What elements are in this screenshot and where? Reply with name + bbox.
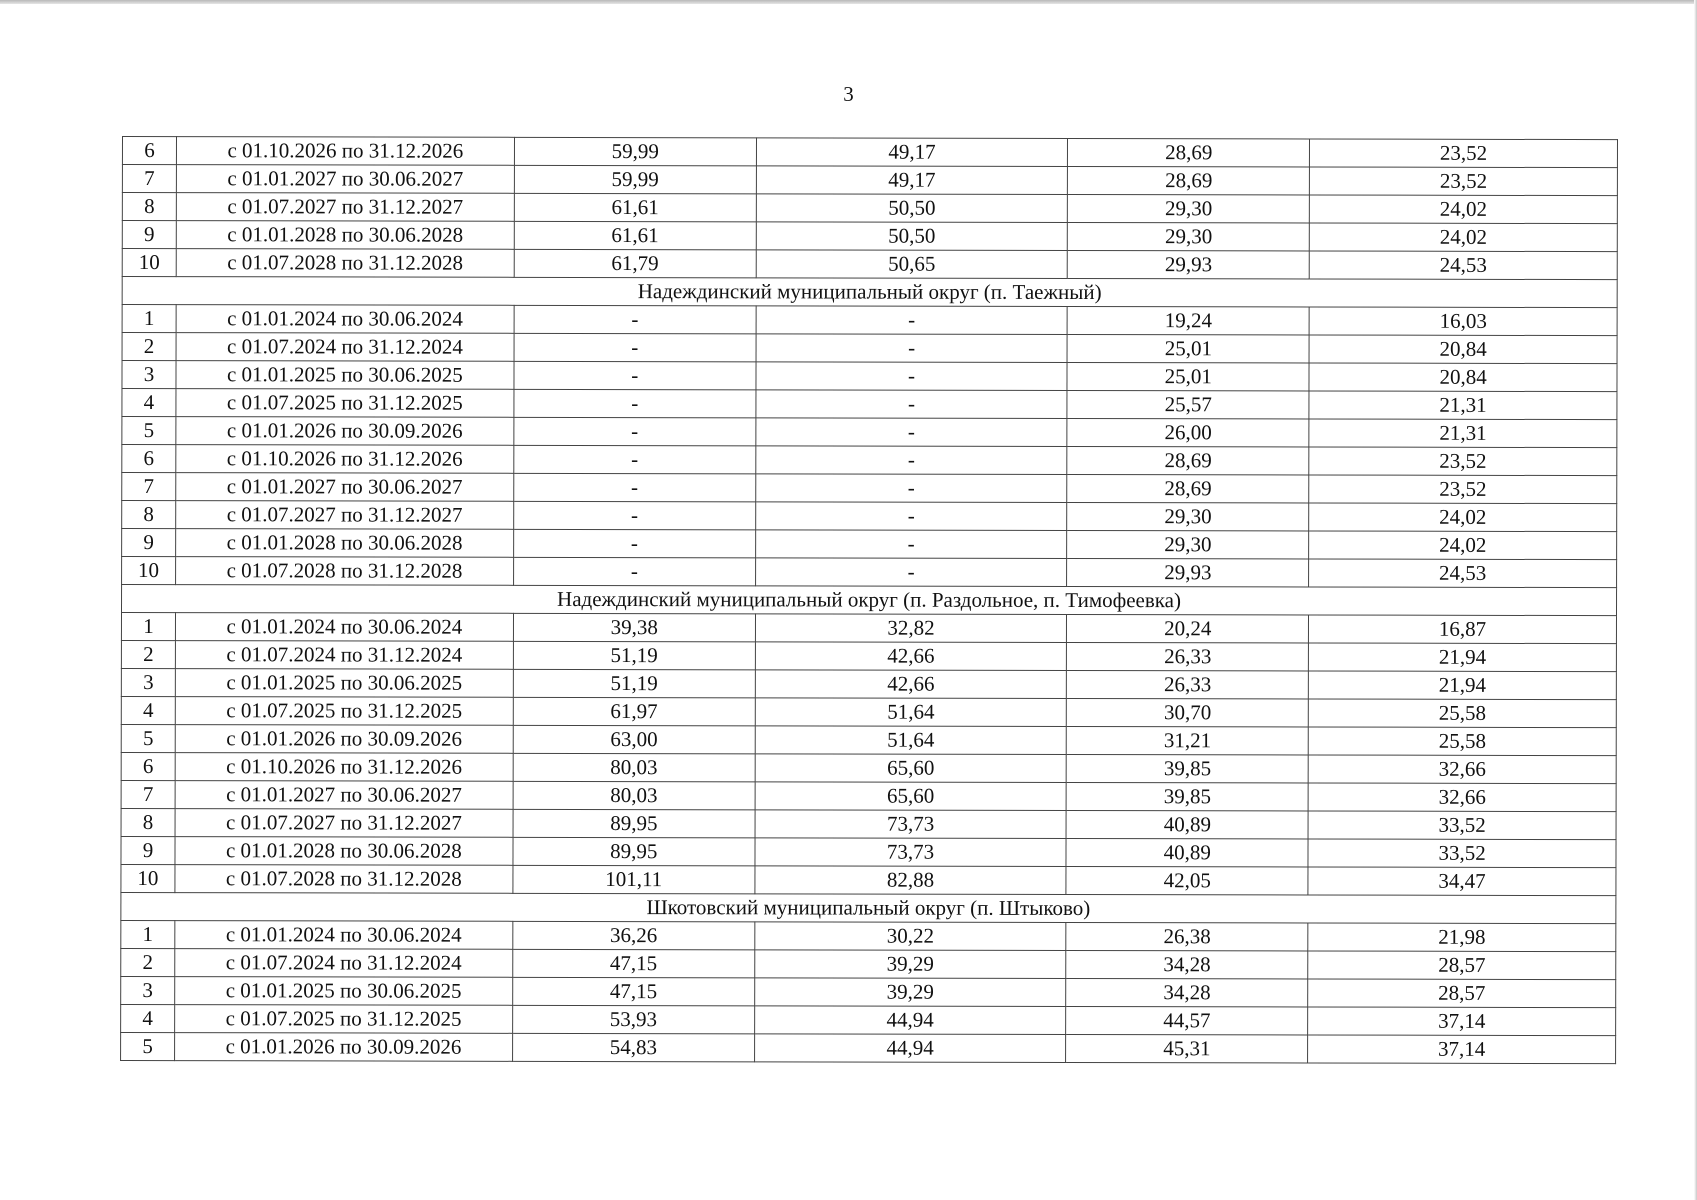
value-cell-3: 29,93: [1067, 558, 1309, 587]
row-number-cell: 10: [121, 864, 175, 892]
value-cell-3: 25,01: [1067, 334, 1309, 363]
table-row: [122, 417, 1617, 448]
period-cell: с 01.01.2025 по 30.06.2025: [176, 361, 514, 390]
value-cell-2: 73,73: [755, 838, 1067, 867]
value-cell-3: 44,57: [1066, 1006, 1308, 1035]
value-cell-2: 50,50: [756, 222, 1068, 251]
value-cell-1: 51,19: [513, 669, 755, 698]
row-number-cell: 2: [121, 640, 175, 668]
section-title: Надеждинский муниципальный округ (п. Таежный): [122, 277, 1617, 308]
value-cell-4: 21,94: [1309, 671, 1617, 700]
row-number-cell: 5: [122, 417, 176, 445]
value-cell-1: -: [514, 473, 756, 502]
row-number-cell: 4: [122, 389, 176, 417]
value-cell-3: 20,24: [1067, 614, 1309, 643]
period-cell: с 01.01.2025 по 30.06.2025: [175, 977, 513, 1006]
row-number-cell: 3: [121, 976, 175, 1004]
table-row: [121, 752, 1616, 783]
value-cell-2: 50,65: [756, 250, 1068, 279]
table-row: [121, 668, 1616, 699]
value-cell-3: 28,69: [1068, 138, 1310, 167]
section-header-row: [121, 892, 1616, 923]
row-number-cell: 5: [121, 1032, 175, 1060]
value-cell-2: 51,64: [755, 698, 1067, 727]
value-cell-2: -: [756, 362, 1068, 391]
value-cell-4: 25,58: [1308, 727, 1616, 756]
row-number-cell: 8: [121, 808, 175, 836]
value-cell-4: 24,53: [1309, 251, 1617, 280]
row-number-cell: 1: [121, 613, 175, 641]
value-cell-1: -: [513, 557, 755, 586]
period-cell: с 01.01.2025 по 30.06.2025: [175, 669, 513, 698]
table-row: [121, 948, 1616, 979]
value-cell-2: 42,66: [755, 670, 1067, 699]
period-cell: с 01.07.2027 по 31.12.2027: [176, 501, 514, 530]
value-cell-2: 32,82: [755, 614, 1067, 643]
period-cell: с 01.07.2025 по 31.12.2025: [175, 1005, 513, 1034]
value-cell-4: 32,66: [1308, 783, 1616, 812]
value-cell-1: 61,61: [514, 221, 756, 250]
section-header-row: [122, 585, 1617, 616]
value-cell-4: 21,94: [1309, 643, 1617, 672]
period-cell: с 01.01.2024 по 30.06.2024: [176, 305, 514, 334]
value-cell-3: 40,89: [1066, 810, 1308, 839]
row-number-cell: 8: [122, 501, 176, 529]
period-cell: с 01.01.2028 по 30.06.2028: [175, 837, 513, 866]
value-cell-1: 47,15: [513, 949, 755, 978]
table-row: [122, 333, 1617, 364]
value-cell-4: 23,52: [1310, 139, 1618, 168]
value-cell-1: 61,61: [514, 193, 756, 222]
value-cell-4: 23,52: [1309, 475, 1617, 504]
value-cell-3: 39,85: [1066, 782, 1308, 811]
row-number-cell: 7: [121, 780, 175, 808]
value-cell-4: 21,31: [1309, 391, 1617, 420]
row-number-cell: 2: [122, 333, 176, 361]
value-cell-1: 61,79: [514, 249, 756, 278]
value-cell-3: 45,31: [1066, 1034, 1308, 1063]
tariff-table: [120, 136, 1618, 1064]
period-cell: с 01.07.2025 по 31.12.2025: [175, 697, 513, 726]
value-cell-3: 34,28: [1066, 978, 1308, 1007]
row-number-cell: 3: [121, 668, 175, 696]
value-cell-3: 31,21: [1067, 726, 1309, 755]
value-cell-2: 82,88: [755, 866, 1067, 895]
value-cell-3: 40,89: [1066, 838, 1308, 867]
value-cell-3: 29,30: [1067, 502, 1309, 531]
value-cell-2: 39,29: [754, 978, 1066, 1007]
value-cell-4: 23,52: [1310, 167, 1618, 196]
value-cell-1: 80,03: [513, 781, 755, 810]
row-number-cell: 6: [122, 137, 176, 165]
table-row: [122, 221, 1617, 252]
table-row: [121, 864, 1616, 895]
period-cell: с 01.07.2028 по 31.12.2028: [176, 557, 514, 586]
value-cell-4: 24,53: [1309, 559, 1617, 588]
table-row: [121, 1004, 1616, 1035]
table-row: [121, 836, 1616, 867]
value-cell-3: 29,30: [1068, 222, 1310, 251]
value-cell-3: 29,93: [1068, 250, 1310, 279]
row-number-cell: 9: [121, 836, 175, 864]
table-row: [121, 613, 1616, 644]
value-cell-1: 80,03: [513, 753, 755, 782]
section-header-row: [122, 277, 1617, 308]
value-cell-4: 28,57: [1308, 951, 1616, 980]
period-cell: с 01.07.2024 по 31.12.2024: [175, 641, 513, 670]
table-row: [121, 808, 1616, 839]
value-cell-2: -: [755, 530, 1067, 559]
value-cell-3: 19,24: [1067, 306, 1309, 335]
value-cell-1: 89,95: [513, 809, 755, 838]
value-cell-4: 20,84: [1309, 335, 1617, 364]
value-cell-4: 33,52: [1308, 839, 1616, 868]
period-cell: с 01.07.2027 по 31.12.2027: [176, 193, 514, 222]
row-number-cell: 6: [121, 752, 175, 780]
period-cell: с 01.01.2028 по 30.06.2028: [176, 221, 514, 250]
value-cell-2: -: [755, 558, 1067, 587]
value-cell-4: 24,02: [1309, 223, 1617, 252]
value-cell-4: 21,98: [1308, 923, 1616, 952]
value-cell-2: 49,17: [756, 138, 1068, 167]
period-cell: с 01.07.2027 по 31.12.2027: [175, 809, 513, 838]
period-cell: с 01.01.2026 по 30.09.2026: [176, 417, 514, 446]
value-cell-3: 28,69: [1067, 474, 1309, 503]
value-cell-4: 16,03: [1309, 307, 1617, 336]
row-number-cell: 1: [121, 920, 175, 948]
value-cell-4: 37,14: [1308, 1035, 1616, 1064]
value-cell-1: 54,83: [512, 1033, 754, 1062]
value-cell-1: 63,00: [513, 725, 755, 754]
value-cell-4: 34,47: [1308, 867, 1616, 896]
value-cell-1: -: [514, 333, 756, 362]
value-cell-1: 39,38: [513, 613, 755, 642]
value-cell-3: 26,33: [1067, 670, 1309, 699]
table-row: [121, 696, 1616, 727]
period-cell: с 01.01.2027 по 30.06.2027: [175, 781, 513, 810]
section-title: Надеждинский муниципальный округ (п. Раздольное, п. Тимофеевка): [122, 585, 1617, 616]
value-cell-1: -: [514, 361, 756, 390]
period-cell: с 01.01.2024 по 30.06.2024: [175, 613, 513, 642]
period-cell: с 01.07.2024 по 31.12.2024: [176, 333, 514, 362]
table-row: [122, 249, 1617, 280]
value-cell-3: 26,00: [1067, 418, 1309, 447]
value-cell-2: -: [755, 474, 1067, 503]
period-cell: с 01.07.2028 по 31.12.2028: [175, 865, 513, 894]
value-cell-4: 24,02: [1310, 195, 1618, 224]
value-cell-3: 39,85: [1067, 754, 1309, 783]
value-cell-1: -: [514, 417, 756, 446]
table-row: [122, 389, 1617, 420]
table-row: [122, 529, 1617, 560]
value-cell-1: 36,26: [513, 921, 755, 950]
table-row: [121, 1032, 1616, 1063]
table-row: [121, 640, 1616, 671]
period-cell: с 01.01.2027 по 30.06.2027: [176, 165, 514, 194]
period-cell: с 01.07.2025 по 31.12.2025: [176, 389, 514, 418]
value-cell-4: 25,58: [1308, 699, 1616, 728]
value-cell-2: 39,29: [754, 950, 1066, 979]
period-cell: с 01.01.2026 по 30.09.2026: [175, 725, 513, 754]
value-cell-3: 25,01: [1067, 362, 1309, 391]
value-cell-4: 33,52: [1308, 811, 1616, 840]
value-cell-3: 30,70: [1067, 698, 1309, 727]
row-number-cell: 10: [122, 557, 176, 585]
table-row: [121, 780, 1616, 811]
section-title: Шкотовский муниципальный округ (п. Штыково): [121, 892, 1616, 923]
value-cell-2: 65,60: [755, 754, 1067, 783]
value-cell-4: 24,02: [1309, 503, 1617, 532]
table-row: [121, 976, 1616, 1007]
value-cell-2: 44,94: [754, 1006, 1066, 1035]
value-cell-2: -: [755, 446, 1067, 475]
value-cell-3: 34,28: [1066, 950, 1308, 979]
row-number-cell: 9: [122, 221, 176, 249]
value-cell-3: 28,69: [1068, 166, 1310, 195]
value-cell-2: 50,50: [756, 194, 1068, 223]
value-cell-1: -: [514, 445, 756, 474]
value-cell-1: 51,19: [513, 641, 755, 670]
value-cell-4: 16,87: [1309, 615, 1617, 644]
value-cell-3: 26,38: [1066, 922, 1308, 951]
table-row: [122, 361, 1617, 392]
value-cell-1: -: [514, 501, 756, 530]
value-cell-2: 42,66: [755, 642, 1067, 671]
table-row: [122, 557, 1617, 588]
value-cell-3: 42,05: [1066, 866, 1308, 895]
value-cell-2: 30,22: [754, 922, 1066, 951]
row-number-cell: 10: [122, 249, 176, 277]
page-number: 3: [843, 82, 854, 106]
value-cell-2: 51,64: [755, 726, 1067, 755]
row-number-cell: 8: [122, 193, 176, 221]
value-cell-4: 21,31: [1309, 419, 1617, 448]
table-row: [122, 137, 1617, 168]
row-number-cell: 2: [121, 948, 175, 976]
value-cell-3: 29,30: [1067, 530, 1309, 559]
value-cell-2: 44,94: [754, 1034, 1066, 1063]
value-cell-1: 47,15: [513, 977, 755, 1006]
table-row: [121, 724, 1616, 755]
period-cell: с 01.10.2026 по 31.12.2026: [175, 753, 513, 782]
table-row: [122, 445, 1617, 476]
period-cell: с 01.10.2026 по 31.12.2026: [176, 445, 514, 474]
row-number-cell: 1: [122, 305, 176, 333]
period-cell: с 01.01.2027 по 30.06.2027: [176, 473, 514, 502]
period-cell: с 01.01.2024 по 30.06.2024: [175, 921, 513, 950]
period-cell: с 01.01.2026 по 30.09.2026: [175, 1033, 513, 1062]
value-cell-2: 49,17: [756, 166, 1068, 195]
value-cell-1: 59,99: [514, 137, 756, 166]
value-cell-2: -: [756, 306, 1068, 335]
row-number-cell: 9: [122, 529, 176, 557]
value-cell-1: 101,11: [513, 865, 755, 894]
row-number-cell: 7: [122, 165, 176, 193]
period-cell: с 01.10.2026 по 31.12.2026: [176, 137, 514, 166]
value-cell-1: 89,95: [513, 837, 755, 866]
value-cell-3: 28,69: [1067, 446, 1309, 475]
table-row: [122, 305, 1617, 336]
period-cell: с 01.01.2028 по 30.06.2028: [176, 529, 514, 558]
table-row: [122, 165, 1617, 196]
value-cell-4: 28,57: [1308, 979, 1616, 1008]
value-cell-1: -: [514, 305, 756, 334]
value-cell-2: -: [756, 334, 1068, 363]
row-number-cell: 3: [122, 361, 176, 389]
table-row: [122, 473, 1617, 504]
value-cell-3: 25,57: [1067, 390, 1309, 419]
row-number-cell: 6: [122, 445, 176, 473]
tariff-table-body: [121, 137, 1618, 1064]
value-cell-1: 59,99: [514, 165, 756, 194]
value-cell-4: 32,66: [1308, 755, 1616, 784]
value-cell-2: -: [756, 418, 1068, 447]
table-row: [122, 501, 1617, 532]
table-row: [121, 920, 1616, 951]
period-cell: с 01.07.2024 по 31.12.2024: [175, 949, 513, 978]
row-number-cell: 4: [121, 1004, 175, 1032]
scan-top-edge: [0, 0, 1697, 4]
value-cell-4: 20,84: [1309, 363, 1617, 392]
value-cell-3: 29,30: [1068, 194, 1310, 223]
value-cell-1: 61,97: [513, 697, 755, 726]
value-cell-4: 23,52: [1309, 447, 1617, 476]
value-cell-1: -: [514, 389, 756, 418]
row-number-cell: 4: [121, 696, 175, 724]
table-row: [122, 193, 1617, 224]
value-cell-2: -: [755, 502, 1067, 531]
row-number-cell: 5: [121, 724, 175, 752]
value-cell-2: 73,73: [755, 810, 1067, 839]
period-cell: с 01.07.2028 по 31.12.2028: [176, 249, 514, 278]
value-cell-2: -: [756, 390, 1068, 419]
value-cell-4: 37,14: [1308, 1007, 1616, 1036]
row-number-cell: 7: [122, 473, 176, 501]
value-cell-1: 53,93: [512, 1005, 754, 1034]
value-cell-3: 26,33: [1067, 642, 1309, 671]
value-cell-1: -: [513, 529, 755, 558]
value-cell-2: 65,60: [755, 782, 1067, 811]
value-cell-4: 24,02: [1309, 531, 1617, 560]
